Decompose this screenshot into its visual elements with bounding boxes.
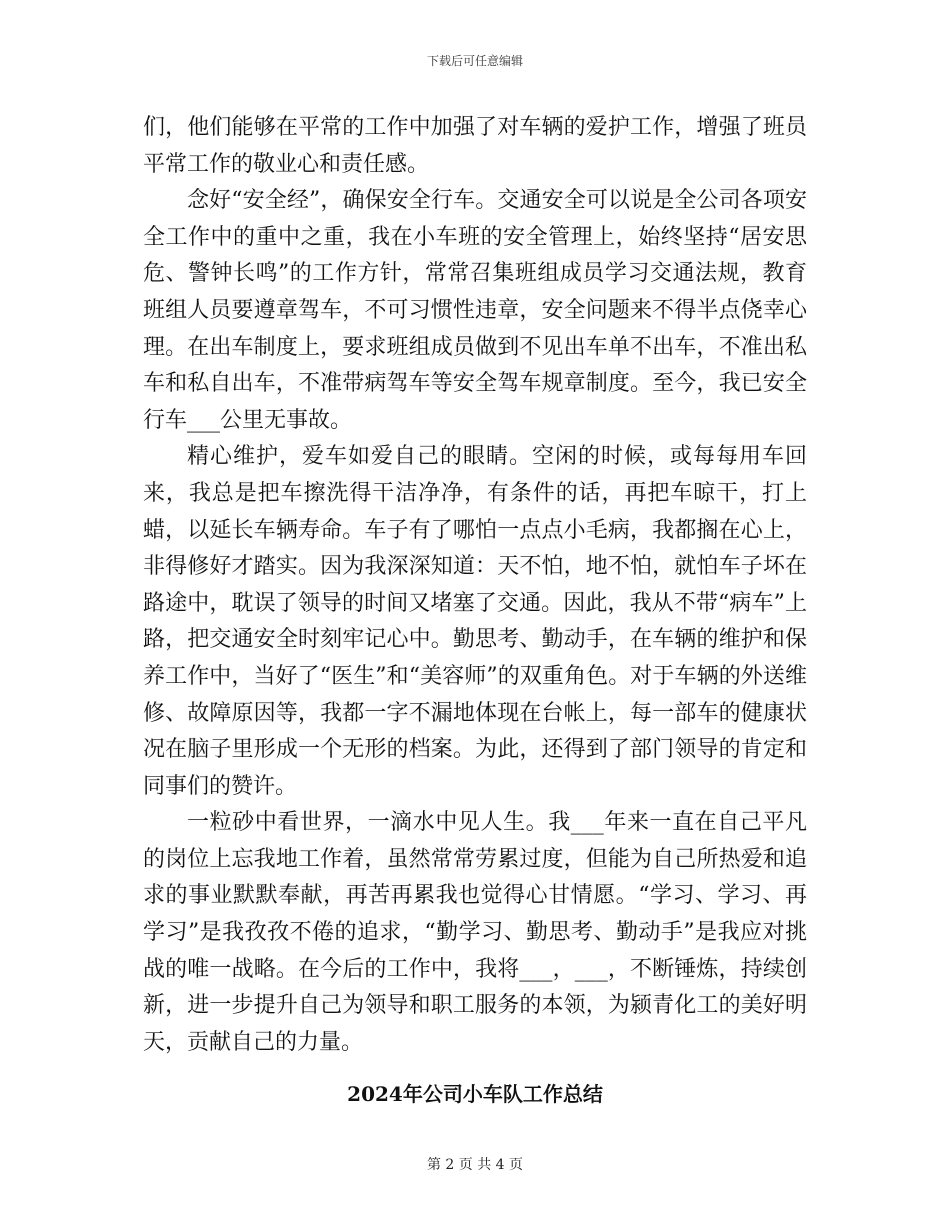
paragraph-4: 一粒砂中看世界，一滴水中见人生。我___年来一直在自己平凡的岗位上忘我地工作着，虽然常常劳累过度，但能为自己所热爱和追求的事业默默奉献，再苦再累我也觉得心甘情愿。“学习、学习、再学习”是我孜孜不倦的追求，“勤学习、勤思考、勤动手”是我应对挑战的唯一战略。在今后的工作中，我将___，___，不断锤炼，持续创新，进一步提升自己为领导和职工服务的本领，为颍青化工的美好明天，贡献自己的力量。: [143, 810, 807, 1055]
page-header: 下载后可任意编辑: [426, 54, 523, 68]
section-title: 2024年公司小车队工作总结: [347, 1082, 603, 1106]
paragraph-1: 们，他们能够在平常的工作中加强了对车辆的爱护工作，增强了班员平常工作的敬业心和责任感。: [143, 115, 807, 177]
paragraph-3: 精心维护，爱车如爱自己的眼睛。空闲的时候，或每每用车回来，我总是把车擦洗得干洁净净，有条件的话，再把车晾干，打上蜡，以延长车辆寿命。车子有了哪怕一点点小毛病，我都搁在心上，非得修好才踏实。因为我深深知道：天不怕，地不怕，就怕车子坏在路途中，耽误了领导的时间又堵塞了交通。因此，我从不带“病车”上路，把交通安全时刻牢记心中。勤思考、勤动手，在车辆的维护和保养工作中，当好了“医生”和“美容师”的双重角色。对于车辆的外送维修、故障原因等，我都一字不漏地体现在台帐上，每一部车的健康状况在脑子里形成一个无形的档案。为此，还得到了部门领导的肯定和同事们的赞许。: [143, 444, 807, 799]
document-body: [143, 110, 807, 1061]
page-footer: 第 2 页 共 4 页: [426, 1157, 524, 1173]
paragraph-2: 念好“安全经”，确保安全行车。交通安全可以说是全公司各项安全工作中的重中之重，我在小车班的安全管理上，始终坚持“居安思危、警钟长鸣”的工作方针，常常召集班组成员学习交通法规，教育班组人员要遵章驾车，不可习惯性违章，安全问题来不得半点侥幸心理。在出车制度上，要求班组成员做到不见出车单不出车，不准出私车和私自出车，不准带病驾车等安全驾车规章制度。至今，我已安全行车___公里无事故。: [143, 188, 807, 433]
